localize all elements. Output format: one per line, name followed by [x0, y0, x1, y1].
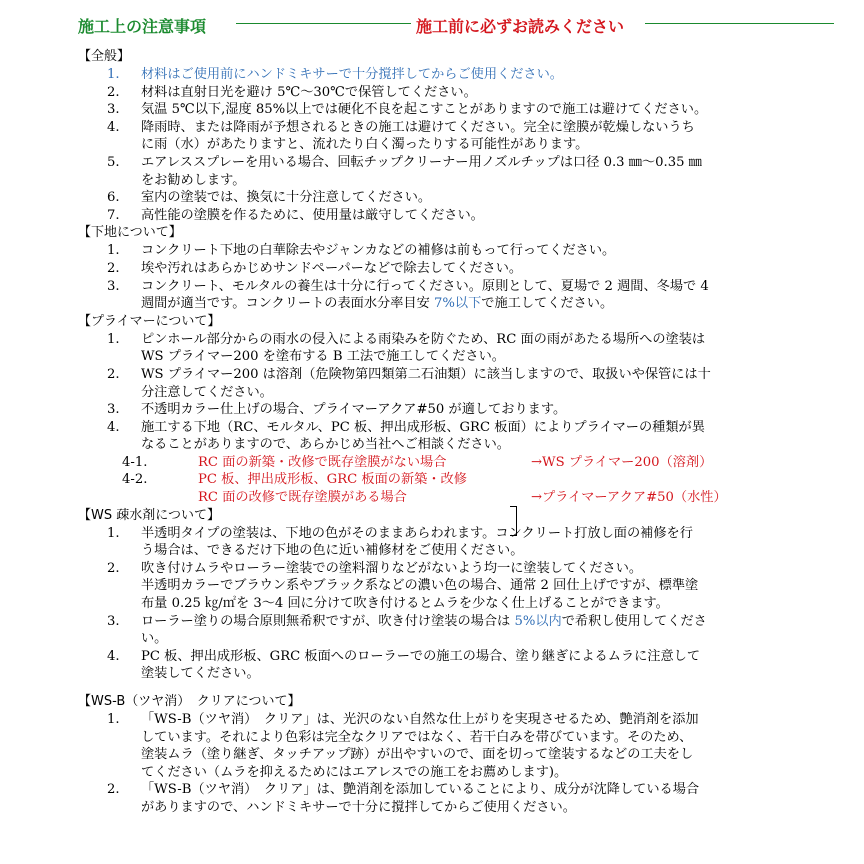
list-item [78, 648, 798, 683]
list-item [78, 781, 798, 816]
item-text: 材料は直射日光を避け 5℃～30℃で保管してください。 [141, 84, 477, 100]
list-item [78, 278, 798, 313]
list-item [78, 331, 798, 366]
item-text: PC 板、押出成形板、GRC 板面へのローラーでの施工の場合、塗り継ぎによるムラに注意して [141, 648, 701, 664]
item-text: 室内の塗装では、換気に十分注意してください。 [141, 190, 432, 206]
list-item [78, 207, 798, 225]
section-heading-primer: 【プライマーについて】 [78, 313, 221, 329]
section-heading-general: 【全般】 [78, 49, 131, 64]
list-item [78, 711, 798, 781]
list-item [78, 242, 798, 260]
item-text: 「WS-B（ツヤ消） クリア」は、艶消剤を添加していることにより、成分が沈降している場合 [141, 782, 700, 798]
item-number: 1. [107, 712, 120, 727]
item-text: 材料はご使用前にハンドミキサーで十分撹拌してからご使用ください。 [141, 67, 563, 82]
item-text: で希釈し使用してくださ [561, 613, 707, 629]
list-item [78, 66, 798, 84]
highlight-value: 5%以内 [514, 613, 562, 629]
item-number: 2. [107, 366, 120, 382]
section-heading-substrate: 【下地について】 [78, 225, 182, 241]
item-text: 気温 5℃以下,湿度 85%以上では硬化不良を起こすことがありますので施工は避けてください。 [141, 102, 708, 118]
item-text: う場合は、できるだけ下地の色に近い補修材をご使用ください。 [141, 543, 524, 559]
item-text: 半透明カラーでブラウン系やブラック系などの濃い色の場合、通常 2 回仕上げですが、標準塗 [141, 578, 699, 594]
item-number: 1. [107, 525, 120, 541]
item-text: しています。それにより色彩は完全なクリアではなく、若干白みを帯びています。そのため、 [141, 729, 693, 745]
sub-item-result: →プライマーアクア#50（水性） [531, 490, 727, 506]
item-text: WS プライマー200 を塗布する B 工法で施工してください。 [141, 349, 505, 365]
item-text: ローラー塗りの場合原則無希釈ですが、吹き付け塗装の場合は [141, 613, 515, 629]
item-text: 降雨時、または降雨が予想されるときの施工は避けてください。完全に塗膜が乾燥しないうち [141, 119, 695, 135]
item-text: なることがありますので、あらかじめ当社へご相談ください。 [141, 437, 510, 453]
item-text: コンクリート、モルタルの養生は十分に行ってください。原則として、夏場で 2 週間、冬場で 4 [141, 278, 709, 294]
item-number: 2. [107, 84, 120, 100]
item-text: 不透明カラー仕上げの場合、プライマーアクア#50 が適しております。 [141, 402, 567, 418]
item-text: 埃や汚れはあらかじめサンドペーパーなどで除去してください。 [141, 260, 523, 276]
item-text: 布量 0.25 ㎏/㎡を 3～4 回に分けて吹き付けるとムラを少なく仕上げることができます。 [141, 596, 669, 612]
item-number: 2. [107, 260, 120, 276]
item-number: 1. [107, 331, 120, 347]
item-number: 3. [107, 102, 120, 118]
page-header [78, 10, 834, 36]
item-text: に雨（水）があたりますと、流れたり白く濁ったりする可能性があります。 [141, 137, 589, 153]
item-text: WS プライマー200 は溶剤（危険物第四類第二石油類）に該当しますので、取扱いや保管には十 [141, 366, 711, 382]
item-text: コンクリート下地の白華除去やジャンカなどの補修は前もって行ってください。 [141, 243, 616, 259]
sub-item-text: PC 板、押出成形板、GRC 板面の新築・改修 [198, 472, 467, 488]
item-text: エアレススプレーを用いる場合、回転チップクリーナー用ノズルチップは口径 0.3 ㎜～0.35 ㎜ [141, 154, 702, 170]
sub-item [78, 454, 798, 472]
highlight-value: 7%以下 [434, 296, 482, 312]
header-rule-right [645, 23, 834, 24]
item-text: 高性能の塗膜を作るために、使用量は厳守してください。 [141, 207, 484, 223]
item-number: 7. [107, 207, 120, 223]
item-text: で施工してください。 [481, 296, 614, 312]
list-item [78, 525, 798, 560]
grouping-bracket [510, 506, 517, 536]
list-item [78, 366, 798, 401]
sub-item-text: RC 面の新築・改修で既存塗膜がない場合 [198, 454, 447, 470]
item-number: 2. [107, 560, 120, 576]
item-number: 3. [107, 613, 120, 629]
sub-item-text: RC 面の改修で既存塗膜がある場合 [198, 490, 407, 506]
sub-item-result: →WS プライマー200（溶剤） [531, 454, 713, 470]
sub-item [78, 489, 798, 507]
list-item [78, 560, 798, 613]
item-text: 「WS-B（ツヤ消） クリア」は、光沢のない自然な仕上がりを実現させるため、艶消剤を添加 [141, 712, 699, 727]
item-text: をお勧めします。 [141, 172, 246, 188]
list-item [78, 189, 798, 207]
item-text: 吹き付けムラやローラー塗装での塗料溜りなどがないよう均一に塗装してください。 [141, 560, 643, 576]
item-number: 4. [107, 119, 120, 135]
item-text: 週間が適当です。コンクリートの表面水分率目安 [141, 296, 434, 312]
item-text: 塗装ムラ（塗り継ぎ、タッチアップ跡）が出やすいので、面を切って塗装するなどの工夫をし [141, 747, 694, 763]
item-text: てください（ムラを抑えるためにはエアレスでの施工をお薦めします)。 [141, 764, 568, 780]
item-number: 3. [107, 278, 120, 294]
item-number: 1. [107, 67, 120, 82]
list-item [78, 84, 798, 102]
list-item [78, 154, 798, 189]
section-heading-ws: 【WS 疎水剤について】 [78, 507, 220, 523]
item-number: 5. [107, 154, 120, 170]
item-text: い。 [141, 631, 168, 647]
item-number: 1. [107, 243, 120, 259]
item-number: 4. [107, 648, 120, 664]
item-number: 6. [107, 190, 120, 206]
header-rule-left [236, 23, 411, 24]
sub-item [78, 471, 798, 489]
header-subtitle: 施工前に必ずお読みください [416, 17, 625, 36]
notes-document [78, 48, 798, 817]
list-item [78, 613, 798, 648]
item-text: ピンホール部分からの雨水の侵入による雨染みを防ぐため、RC 面の雨があたる場所への塗装は [141, 331, 706, 347]
item-text: 施工する下地（RC、モルタル、PC 板、押出成形板、GRC 板面）によりプライマーの種類が異 [141, 419, 705, 435]
section-heading-wsb: 【WS-B（ツヤ消） クリアについて】 [78, 694, 301, 709]
sub-item-number: 4-1. [122, 454, 148, 470]
sub-item-number: 4-2. [122, 472, 148, 488]
item-number: 3. [107, 402, 120, 418]
list-item [78, 101, 798, 119]
item-text: 分注意してください。 [141, 384, 273, 400]
list-item [78, 419, 798, 454]
item-text: がありますので、ハンドミキサーで十分に撹拌してからご使用ください。 [141, 799, 576, 815]
header-title: 施工上の注意事項 [78, 17, 207, 36]
item-text: 塗装してください。 [141, 666, 260, 682]
item-text: 半透明タイプの塗装は、下地の色がそのままあらわれます。コンクリート打放し面の補修を行 [141, 525, 693, 541]
item-number: 4. [107, 419, 120, 435]
item-number: 2. [107, 782, 120, 798]
list-item [78, 401, 798, 419]
list-item [78, 260, 798, 278]
list-item [78, 119, 798, 154]
